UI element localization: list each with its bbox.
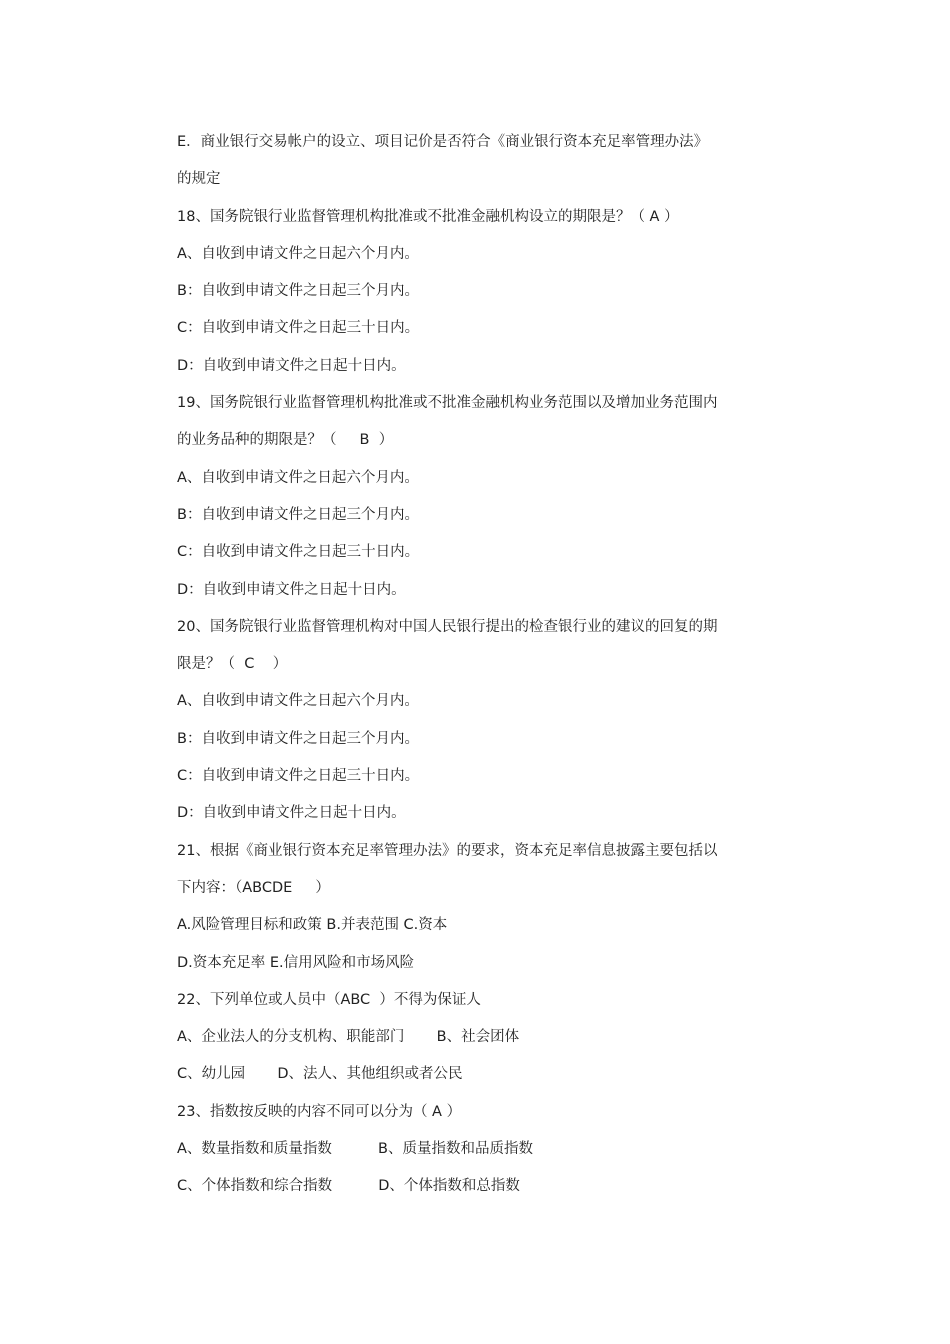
- option-line: B：自收到申请文件之日起三个月内。: [177, 730, 419, 747]
- text-line: 的规定: [177, 171, 221, 188]
- question-23: 23、指数按反映的内容不同可以分为（ A ）: [177, 1103, 462, 1120]
- option-line: C、幼儿园 D、法人、其他组织或者公民: [177, 1066, 463, 1083]
- text-line: E．商业银行交易帐户的设立、项目记价是否符合《商业银行资本充足率管理办法》: [177, 134, 709, 150]
- text-line: 限是？（ C ）: [177, 656, 288, 673]
- question-22: 22、下列单位或人员中（ABC ）不得为保证人: [177, 991, 481, 1008]
- question-20: 20、国务院银行业监督管理机构对中国人民银行提出的检查银行业的建议的回复的期: [177, 618, 718, 635]
- option-line: B：自收到申请文件之日起三个月内。: [177, 506, 419, 523]
- option-line: D：自收到申请文件之日起十日内。: [177, 805, 406, 822]
- option-line: C：自收到申请文件之日起三十日内。: [177, 320, 420, 337]
- option-line: B：自收到申请文件之日起三个月内。: [177, 283, 419, 300]
- option-line: A、自收到申请文件之日起六个月内。: [177, 469, 419, 486]
- option-line: D.资本充足率 E.信用风险和市场风险: [177, 954, 415, 971]
- option-line: A.风险管理目标和政策 B.并表范围 C.资本: [177, 917, 448, 934]
- option-line: D：自收到申请文件之日起十日内。: [177, 581, 406, 598]
- question-19: 19、国务院银行业监督管理机构批准或不批准金融机构业务范围以及增加业务范围内: [177, 395, 718, 412]
- option-line: C：自收到申请文件之日起三十日内。: [177, 544, 420, 561]
- option-line: D：自收到申请文件之日起十日内。: [177, 357, 406, 374]
- text-line: 下内容：（ABCDE ）: [177, 879, 330, 896]
- question-18: 18、国务院银行业监督管理机构批准或不批准金融机构设立的期限是？（ A ）: [177, 208, 679, 225]
- question-21: 21、根据《商业银行资本充足率管理办法》的要求，资本充足率信息披露主要包括以: [177, 842, 718, 859]
- document-body: [177, 124, 777, 1206]
- option-line: A、自收到申请文件之日起六个月内。: [177, 245, 419, 262]
- text-line: 的业务品种的期限是？（ B ）: [177, 432, 394, 449]
- option-line: A、数量指数和质量指数 B、质量指数和品质指数: [177, 1141, 533, 1158]
- option-line: C：自收到申请文件之日起三十日内。: [177, 768, 420, 785]
- option-line: A、企业法人的分支机构、职能部门 B、社会团体: [177, 1029, 520, 1046]
- option-line: A、自收到申请文件之日起六个月内。: [177, 693, 419, 710]
- option-line: C、个体指数和综合指数 D、个体指数和总指数: [177, 1178, 520, 1195]
